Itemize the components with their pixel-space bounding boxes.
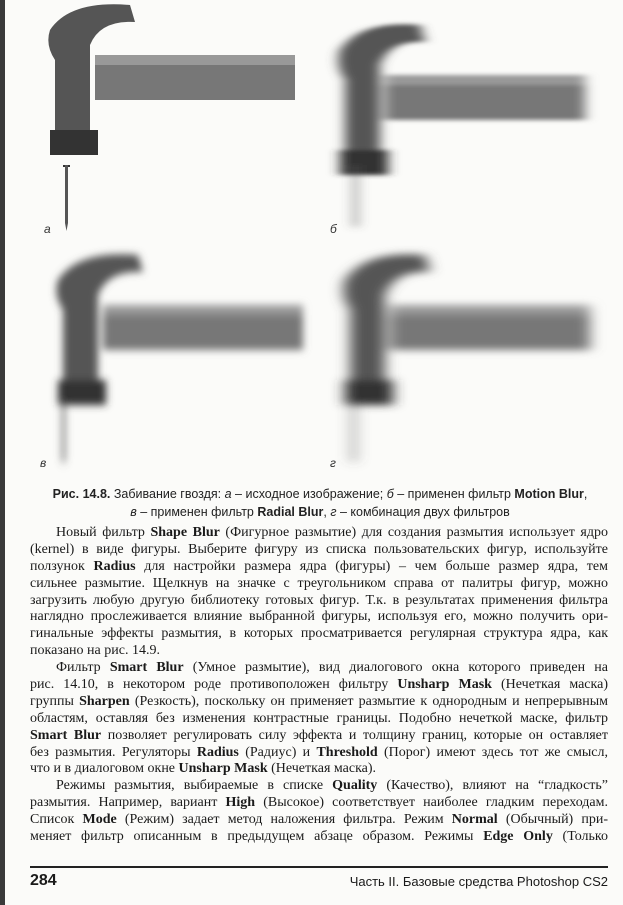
bold-term: Radius: [196, 744, 239, 760]
text-run: Режимы размытия, выбираемые в списке: [56, 778, 333, 794]
italic-label: в: [130, 505, 137, 519]
text-run: размытия. Например, вариант: [30, 795, 226, 811]
text-run: группы: [30, 693, 80, 709]
text-run: сильнее размытие. Щелкнув на значке с треугольником справа от палитры фигур, можно: [30, 575, 608, 591]
text-line: [30, 711, 608, 728]
text-run: Забивание гвоздя:: [110, 487, 225, 501]
caption-line: [20, 485, 620, 503]
text-run: что и в диалоговом окне: [30, 761, 179, 777]
panel-label-b: б: [330, 222, 337, 236]
text-line: [30, 593, 608, 610]
text-run: (kernel) в виде фигуры. Выберите фигуру из списка пользовательских фигур, используйте: [30, 541, 608, 557]
text-line: [30, 677, 608, 694]
text-run: ,: [323, 505, 331, 519]
body-text: [30, 525, 608, 846]
text-run: меняет фильтр описанным в предыдущем абзаце образом. Режимы: [30, 829, 484, 845]
bold-term: Unsharp Mask: [397, 677, 492, 693]
bold-term: Motion Blur: [514, 487, 584, 501]
text-line: [30, 609, 608, 626]
bold-term: Threshold: [316, 744, 378, 760]
text-line: [30, 660, 608, 677]
page-number: 284: [30, 872, 57, 889]
bold-term: High: [225, 795, 256, 811]
text-run: Список: [30, 812, 83, 828]
bold-term: Shape Blur: [150, 525, 220, 540]
text-run: загрузить любую другую библиотеку готовых фигур. Т.к. в результатах применения фильтра: [30, 592, 608, 608]
text-run: позволяет регулировать силу эффекта и толщину границ, которые он оставляет: [101, 727, 608, 743]
bold-term: Radius: [93, 558, 136, 574]
text-line: [30, 559, 608, 576]
panel-g-combined-blur: [343, 254, 590, 466]
caption-line: [20, 503, 620, 521]
text-run: наглядно прослеживается влияние выбранной фигуры, используя его, можно получить ори-: [30, 609, 608, 625]
text-run: (Качество), влияют на “гладкость”: [377, 778, 608, 794]
text-line: [30, 542, 608, 559]
text-line: [30, 694, 608, 711]
italic-label: б: [386, 487, 394, 501]
bold-term: Smart Blur: [109, 660, 184, 676]
text-line: [30, 728, 608, 745]
figure-caption: [20, 485, 620, 521]
bold-term: Normal: [451, 812, 498, 828]
bold-term: Edge Only: [483, 829, 553, 845]
text-run: – применен фильтр: [393, 487, 515, 501]
text-run: – комбинация двух фильтров: [336, 505, 510, 519]
text-run: Новый фильтр: [56, 525, 151, 540]
bold-term: Quality: [332, 778, 378, 794]
text-run: (Умное размытие), вид диалогового окна которого приведен на: [183, 660, 608, 676]
panel-v-radial-blur: [56, 254, 303, 466]
bold-term: Radial Blur: [257, 505, 324, 519]
text-run: показано на рис. 14.9.: [30, 643, 160, 659]
text-line: [30, 778, 608, 795]
text-line: [30, 795, 608, 812]
italic-label: г: [330, 505, 337, 519]
text-line: [30, 812, 608, 829]
text-run: (Обычный) при-: [497, 812, 609, 828]
text-run: (Режим) задает метод наложения фильтра. Режим: [116, 812, 452, 828]
panel-label-g: г: [330, 456, 336, 470]
text-run: (Радиус) и: [238, 744, 317, 760]
text-run: – исходное изображение;: [231, 487, 387, 501]
text-line: [30, 745, 608, 762]
text-run: (Нечеткая маска): [491, 677, 608, 693]
text-run: (Нечеткая маска).: [267, 761, 377, 777]
bold-term: Рис. 14.8.: [52, 487, 111, 501]
text-line: [30, 626, 608, 643]
panel-label-v: в: [40, 456, 47, 470]
footer-rule: [30, 866, 608, 868]
bold-term: Mode: [82, 812, 117, 828]
panel-a-original: [48, 4, 295, 231]
text-run: (Порог) имеют здесь тот же смысл,: [377, 744, 608, 760]
panel-label-a: а: [44, 222, 51, 236]
text-run: (Фигурное размытие) для создания размытия использует ядро: [219, 525, 608, 540]
text-run: – применен фильтр: [136, 505, 258, 519]
text-run: Фильтр: [56, 660, 110, 676]
text-line: [30, 576, 608, 593]
text-run: для настройки размера ядра (фигуры) – чем больше размер ядра, тем: [135, 558, 608, 574]
text-run: гинальные эффекты размытия, в которых просматривается регулярная структура ядра, как: [30, 626, 608, 642]
text-run: ,: [583, 487, 588, 501]
text-line: [30, 761, 608, 778]
text-line: [30, 643, 608, 660]
text-run: без размытия. Регуляторы: [30, 744, 197, 760]
panel-b-motion-blur: [338, 24, 585, 231]
text-run: (Резкость), поскольку он применяет размытие к однородным и непрерывным: [129, 693, 608, 709]
text-run: рис. 14.10, в некотором роде противоположен фильтру: [30, 677, 398, 693]
bold-term: Smart Blur: [30, 727, 102, 743]
italic-label: а: [224, 487, 232, 501]
text-run: областям, оставляя без изменения контрастные границы. Подобно нечеткой маске, фильтр: [30, 710, 608, 726]
text-run: (Только: [552, 829, 608, 845]
text-line: [30, 829, 608, 846]
bold-term: Unsharp Mask: [178, 761, 268, 777]
running-title: Часть II. Базовые средства Photoshop CS2: [349, 874, 608, 889]
text-run: ползунок: [30, 558, 94, 574]
bold-term: Sharpen: [79, 693, 130, 709]
text-run: (Высокое) соответствует наиболее гладким переходам.: [255, 795, 609, 811]
text-line: [30, 525, 608, 542]
